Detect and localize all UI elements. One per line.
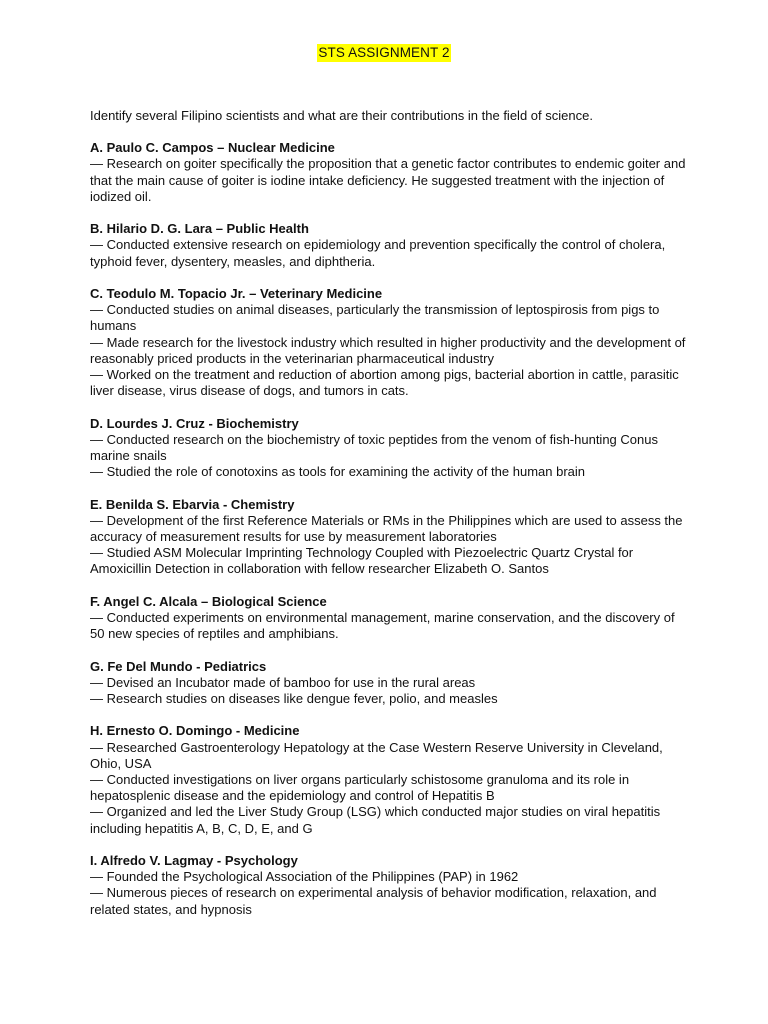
scientist-section-d [90,416,686,481]
section-heading: B. Hilario D. G. Lara – Public Health [90,221,309,237]
contribution-item: — Conducted investigations on liver organs particularly schistosome granuloma and its role in hepatosplenic disease and the epidemiology and control of Hepatitis B [90,772,630,804]
contribution-item: — Conducted extensive research on epidemiology and prevention specifically the control of cholera, typhoid fever, dysentery, measles, and diphtheria. [90,237,666,269]
contribution-item: — Conducted research on the biochemistry of toxic peptides from the venom of fish-hunting Conus marine snails [90,431,658,464]
contribution-item: — Worked on the treatment and reduction of abortion among pigs, bacterial abortion in cattle, parasitic liver disease, virus disease of dogs, and tumors in cats. [90,367,679,399]
scientist-section-i [90,853,686,918]
section-heading: H. Ernesto O. Domingo - Medicine [90,723,300,739]
contribution-item: — Conducted experiments on environmental management, marine conservation, and the discovery of 50 new species of reptiles and amphibians. [90,610,675,642]
section-heading: G. Fe Del Mundo - Pediatrics [90,658,267,674]
contribution-item: — Researched Gastroenterology Hepatology at the Case Western Reserve University in Cleveland, Ohio, USA [90,739,663,771]
document-title: STS ASSIGNMENT 2 [318,45,450,60]
section-heading: A. Paulo C. Campos – Nuclear Medicine [90,140,335,156]
contribution-item: — Founded the Psychological Association of the Philippines (PAP) in 1962 [90,869,519,885]
scientist-section-a [90,140,686,205]
section-heading: F. Angel C. Alcala – Biological Science [90,593,327,609]
section-heading: D. Lourdes J. Cruz - Biochemistry [90,415,299,431]
contribution-item: — Organized and led the Liver Study Group (LSG) which conducted major studies on viral hepatitis including hepatitis A, B, C, D, E, and G [90,804,661,836]
scientist-section-c [90,286,686,399]
contribution-item: — Made research for the livestock industry which resulted in higher productivity and the development of reasonably priced products in the veterinarian pharmaceutical industry [90,334,686,366]
scientist-section-e [90,497,686,578]
intro-paragraph: Identify several Filipino scientists and what are their contributions in the field of science. [90,108,593,123]
contribution-item: — Research on goiter specifically the proposition that a genetic factor contributes to endemic goiter and that the main cause of goiter is iodine intake deficiency. He suggested treatment with the injection of iodized oil. [90,156,686,204]
title-container [0,44,768,62]
section-heading: E. Benilda S. Ebarvia - Chemistry [90,496,295,512]
section-heading: I. Alfredo V. Lagmay - Psychology [90,853,298,869]
contribution-item: — Studied ASM Molecular Imprinting Technology Coupled with Piezoelectric Quartz Crystal for Amoxicillin Detection in collaboration with fellow researcher Elizabeth O. Santos [90,545,634,577]
section-heading: C. Teodulo M. Topacio Jr. – Veterinary Medicine [90,286,383,301]
scientist-section-h [90,723,686,836]
scientist-section-b [90,221,686,270]
contribution-item: — Research studies on diseases like dengue fever, polio, and measles [90,691,498,707]
contribution-item: — Devised an Incubator made of bamboo for use in the rural areas [90,674,476,690]
document-body [90,108,686,934]
scientist-section-f [90,594,686,643]
contribution-item: — Development of the first Reference Materials or RMs in the Philippines which are used to assess the accuracy of measurement results for use by measurement laboratories [90,512,683,545]
contribution-item: — Conducted studies on animal diseases, particularly the transmission of leptospirosis from pigs to humans [90,302,660,334]
scientist-section-g [90,659,686,708]
contribution-item: — Studied the role of conotoxins as tools for examining the activity of the human brain [90,464,585,480]
contribution-item: — Numerous pieces of research on experimental analysis of behavior modification, relaxation, and related states, and hypnosis [90,885,657,917]
